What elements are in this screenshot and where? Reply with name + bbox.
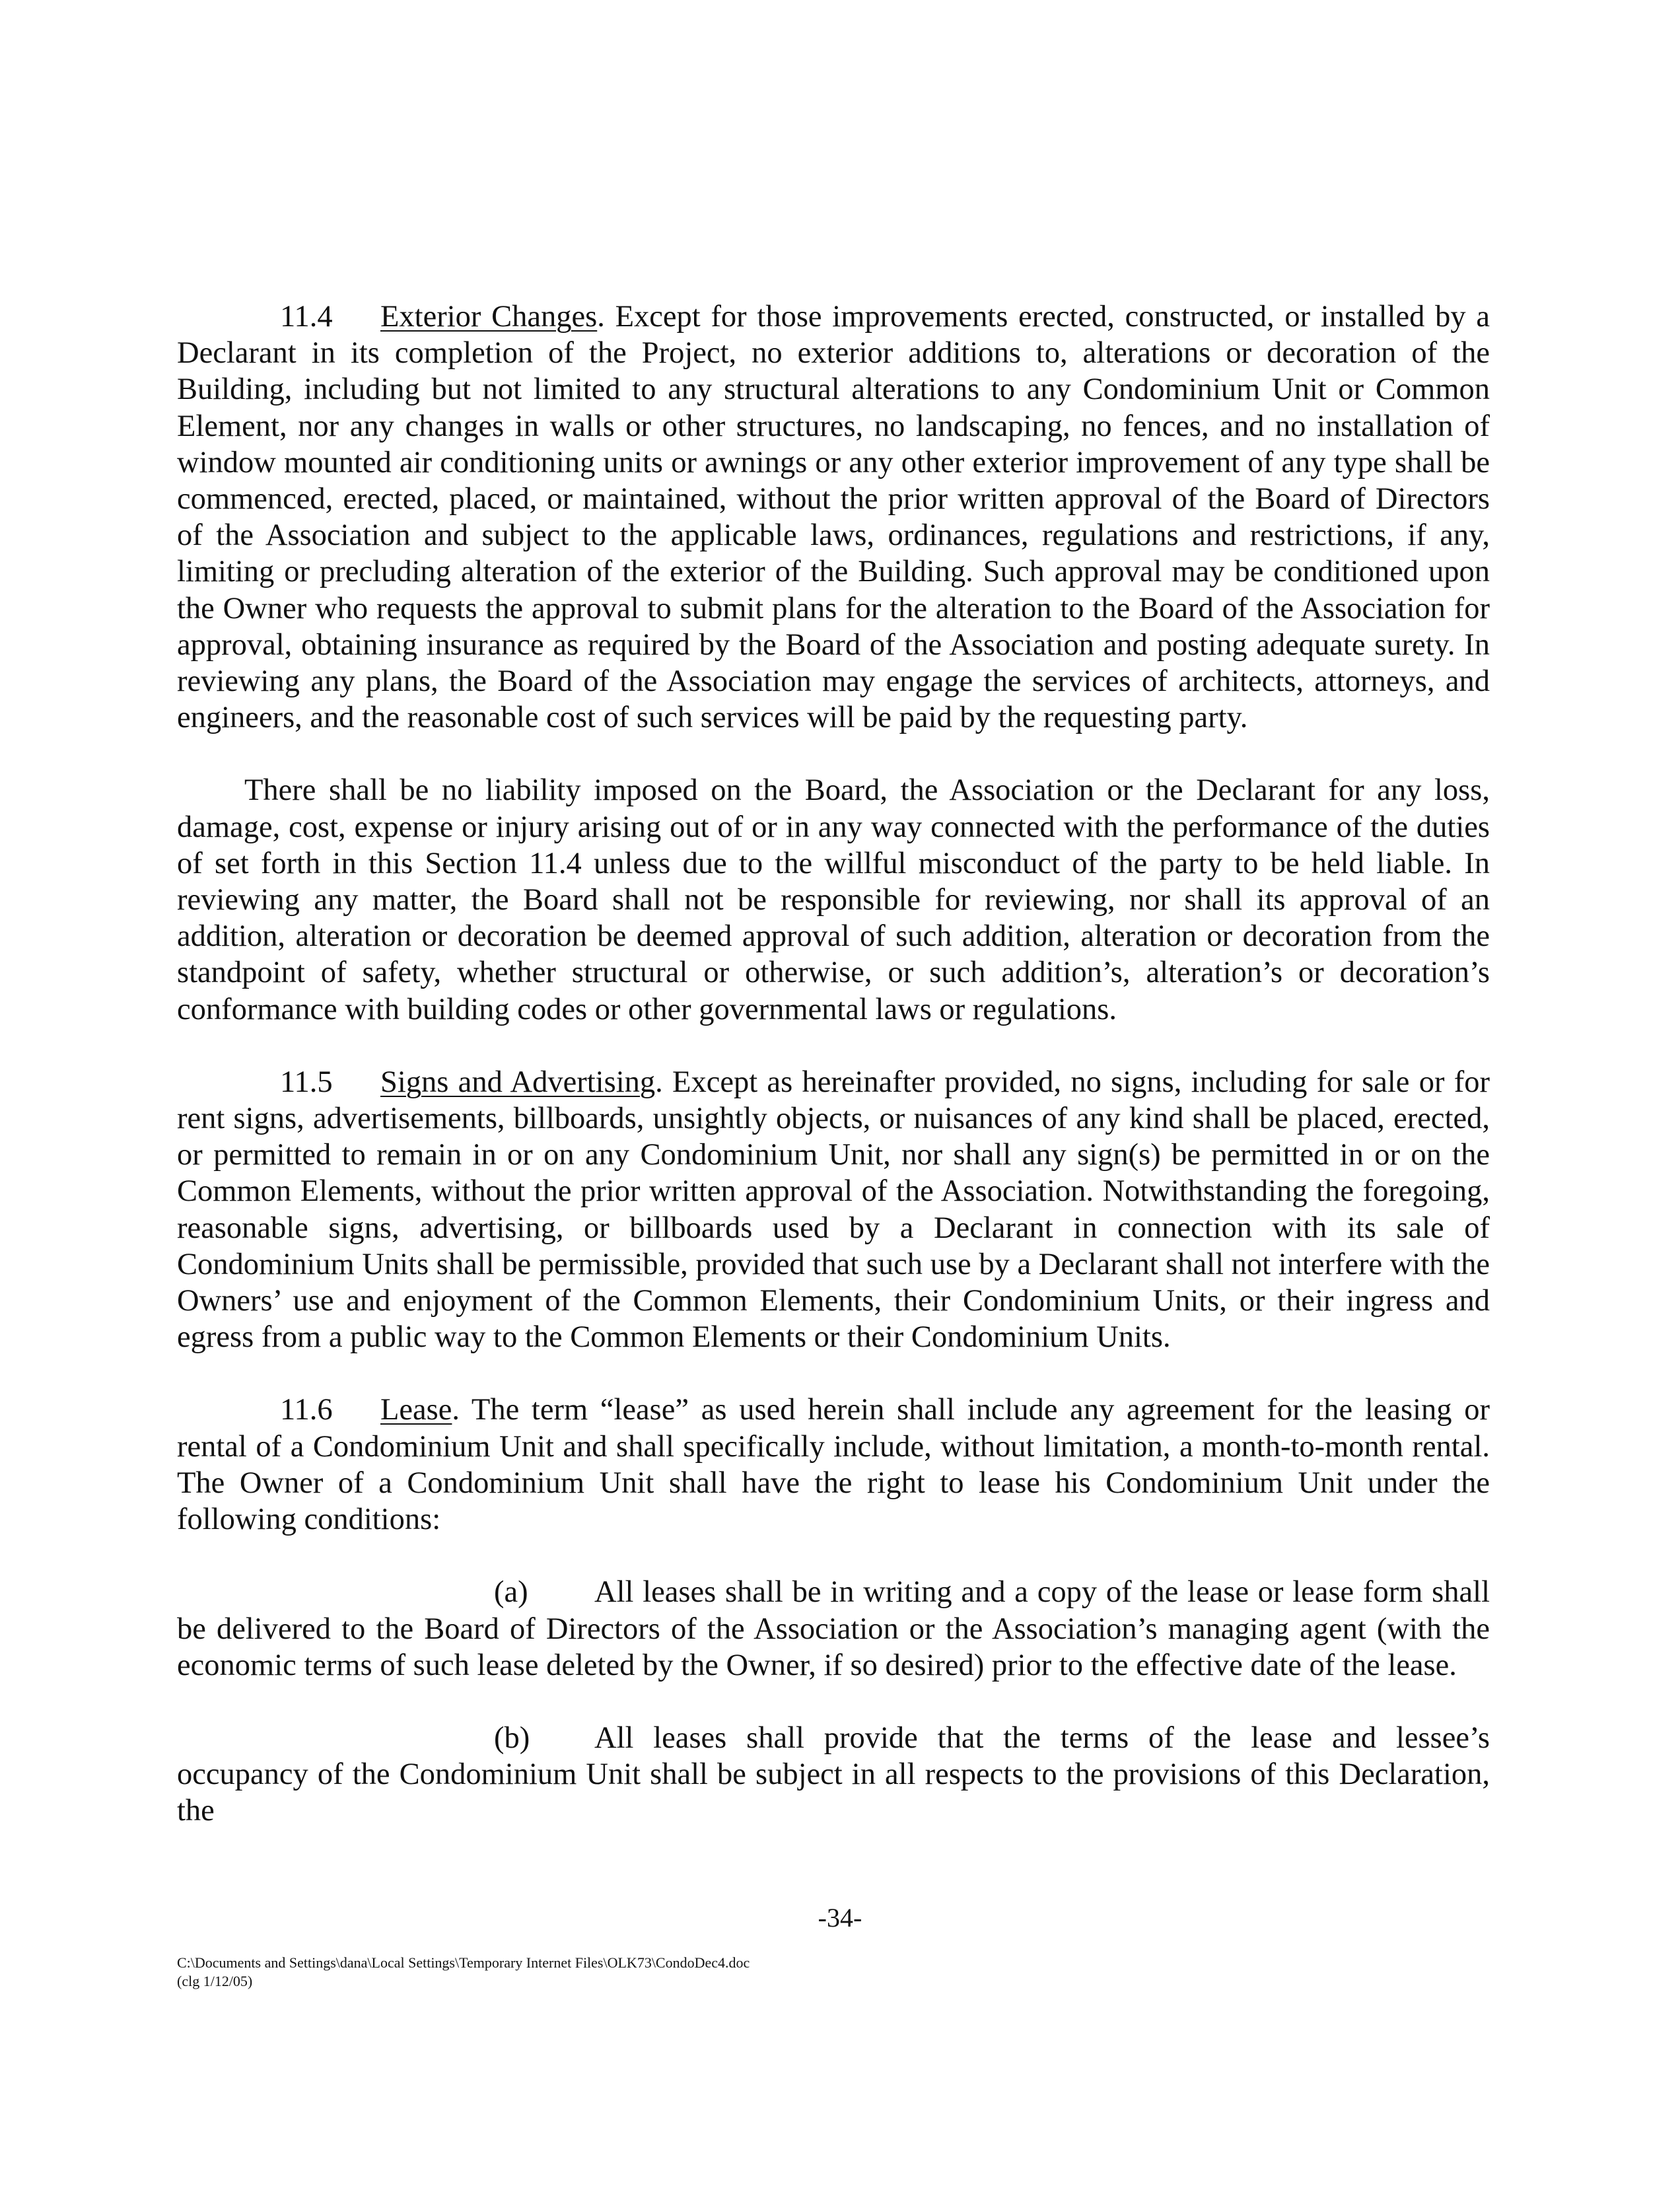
section-11-4-paragraph [177,299,1490,736]
page-number: -34- [818,1903,862,1933]
subitem-label: (b) [494,1721,530,1755]
section-text: . Except for those improvements erected, constructed, or installed by a Declarant in its completion of the Project, no exterior additions to, alterations or decoration of the Building, including but not limited to any structural alterations to any Condominium Unit or Common Element, nor any changes in walls or other structures, no landscaping, no fences, and no installation of window mounted air conditioning units or awnings or any other exterior improvement of any type shall be commenced, erected, placed, or maintained, without the prior written approval of the Board of Directors of the Association and subject to the applicable laws, ordinances, regulations and restrictions, if any, limiting or precluding alteration of the exterior of the Building. Such approval may be conditioned upon the Owner who requests the approval to submit plans for the alteration to the Board of the Association for approval, obtaining insurance as required by the Board of the Association and posting adequate surety. In reviewing any plans, the Board of the Association may engage the services of architects, attorneys, and engineers, and the reasonable cost of such services will be paid by the requesting party. [177,300,1490,735]
author-initials-date: (clg 1/12/05) [177,1973,253,1989]
subitem-a-paragraph [177,1574,1490,1684]
subitem-text: All leases shall be in writing and a copy of the lease or lease form shall be delivered to the Board of Directors of the Association or the Association’s managing agent (with the economic terms of such lease deleted by the Owner, if so desired) prior to the effective date of the lease. [177,1575,1490,1682]
document-footer [177,1954,750,1991]
document-body [177,299,1490,1866]
section-text: . Except as hereinafter provided, no signs, including for sale or for rent signs, advertisements, billboards, unsightly objects, or nuisances of any kind shall be placed, erected, or permitted to remain in or on any Condominium Unit, nor shall any sign(s) be permitted in or on the Common Elements, without the prior written approval of the Association. Notwithstanding the foregoing, reasonable signs, advertising, or billboards used by a Declarant in connection with its sale of Condominium Units shall be permissible, provided that such use by a Declarant shall not interfere with the Owners’ use and enjoyment of the Common Elements, their Condominium Units, or their ingress and egress from a public way to the Common Elements or their Condominium Units. [177,1065,1490,1355]
section-number: 11.6 [280,1393,333,1427]
section-11-5-paragraph [177,1064,1490,1356]
subitem-b-paragraph [177,1720,1490,1830]
section-11-6-paragraph [177,1392,1490,1538]
section-heading: Exterior Changes [380,300,598,334]
section-number: 11.4 [280,300,333,334]
section-text: . The term “lease” as used herein shall include any agreement for the leasing or rental of a Condominium Unit and shall specifically include, without limitation, a month-to-month rental. The Owner of a Condominium Unit shall have the right to lease his Condominium Unit under the following conditions: [177,1393,1490,1537]
continuation-text: There shall be no liability imposed on the Board, the Association or the Declarant for any loss, damage, cost, expense or injury arising out of or in any way connected with the performance of the duties of set forth in this Section 11.4 unless due to the willful misconduct of the party to be held liable. In reviewing any matter, the Board shall not be responsible for reviewing, nor shall its approval of an addition, alteration or decoration be deemed approval of such addition, alteration or decoration from the standpoint of safety, whether structural or otherwise, or such addition’s, alteration’s or decoration’s conformance with building codes or other governmental laws or regulations. [177,773,1490,1026]
subitem-label: (a) [494,1575,528,1610]
file-path: C:\Documents and Settings\dana\Local Settings\Temporary Internet Files\OLK73\CondoDec4.doc [177,1954,750,1971]
subitem-text: All leases shall provide that the terms of the lease and lessee’s occupancy of the Condominium Unit shall be subject in all respects to the provisions of this Declaration, the [177,1721,1490,1828]
section-11-4-continuation [177,772,1490,1027]
section-number: 11.5 [280,1065,333,1099]
section-heading: Lease [380,1393,452,1427]
section-heading: Signs and Advertising [380,1065,656,1099]
